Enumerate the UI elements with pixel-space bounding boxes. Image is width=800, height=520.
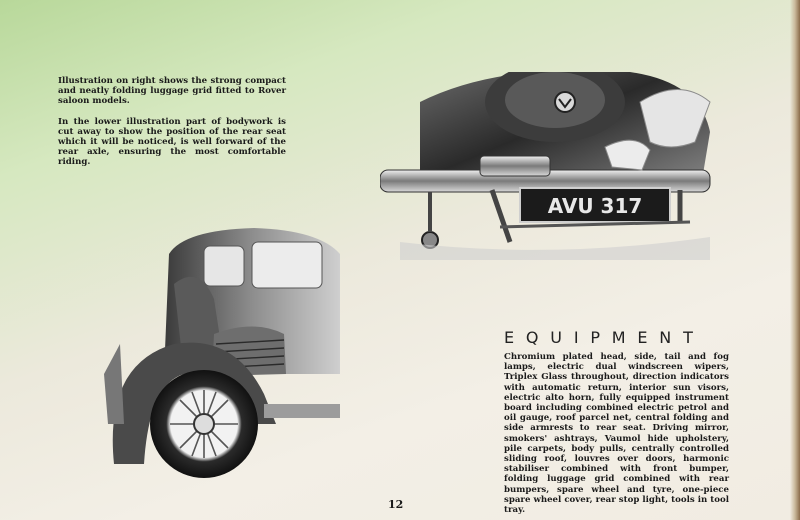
equipment-list: Chromium plated head, side, tail and fog lamps, electric dual windscreen wipers, Triplex Glass throughout, direction indicators with automatic return, interior sun visors, electric alto horn, fully equipped instrument board including combined electric petrol and oil gauge, roof parcel net, central folding and side armrests to rear seat. Driving mirror, smokers' ashtrays, Vaumol hide upholstery, pile carpets, body pulls, centrally controlled sliding roof, louvres over doors, harmonic stabiliser combined with front bumper, folding luggage grid combined with rear bumpers, spare wheel and tyre, one-piece spare wheel cover, rear stop light, tools in tool tray. [504,352,729,516]
cutaway-car-illustration [104,224,340,480]
intro-paragraph-luggage-grid: Illustration on right shows the strong compact and neatly folding luggage grid fitted to Rover saloon models. [58,76,286,107]
number-plate: AVU 317 [547,194,643,218]
luggage-grid-illustration [380,72,716,260]
page-number: 12 [388,498,404,511]
intro-text [58,76,286,178]
intro-paragraph-bodywork: In the lower illustration part of bodywork is cut away to show the position of the rear seat which it will be noticed, is well forward of the rear axle, ensuring the most comfortable riding. [58,116,286,168]
page-edge [790,0,800,520]
equipment-heading: EQUIPMENT [504,328,705,347]
